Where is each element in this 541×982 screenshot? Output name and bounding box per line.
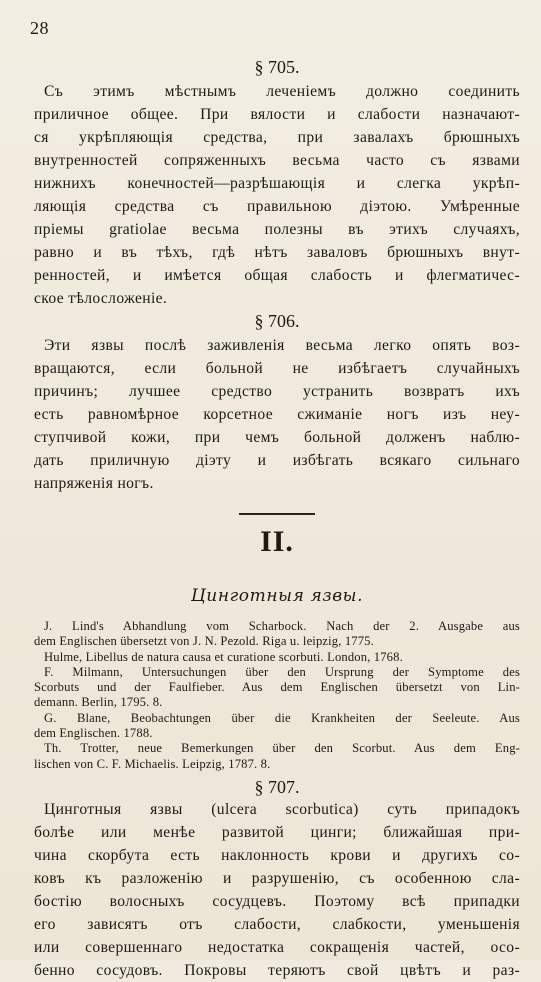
reference-line: dem Englischen übersetzt von J. N. Pezold. Riga u. leipzig, 1775. [34, 634, 374, 649]
text-line: его зависятъ отъ слабости, слабкости, уменьшенія [34, 915, 520, 933]
page-content [34, 56, 520, 982]
text-line: чина скорбута есть наклонность крови и другихъ со- [34, 846, 520, 864]
reference-line: lischen von C. F. Michaelis. Leipzig, 1787. 8. [34, 756, 271, 771]
text-line: ляющія средства съ правильною діэтою. Умѣренные [34, 198, 520, 215]
text-line: нижнихъ конечностей—разрѣшающія и слегка укрѣп- [34, 175, 520, 192]
reference-line: Th. Trotter, neue Bemerkungen über den Scorbut. Aus dem Eng- [44, 741, 520, 756]
text-line: пріемы gratiolae весьма полезны въ этихъ случаяхъ, [34, 221, 520, 238]
section-heading-706: § 706. [254, 311, 300, 331]
text-line: равно и въ тѣхъ, гдѣ нѣтъ заваловъ брюшныхъ внут- [34, 244, 520, 261]
reference-line: J. Lind's Abhandlung vom Scharbock. Nach der 2. Ausgabe aus [44, 619, 520, 633]
bibliography [34, 619, 520, 772]
text-line: бостію волосныхъ сосудцевъ. Поэтому всѣ припадки [34, 892, 520, 910]
page-number: 28 [30, 18, 49, 38]
text-line: Съ этимъ мѣстнымъ леченіемъ должно соединить [44, 83, 520, 100]
section-heading-707: § 707. [254, 776, 300, 797]
reference-line: demann. Berlin, 1795. 8. [34, 695, 163, 710]
chapter-title: Цинготныя язвы. [190, 586, 364, 606]
text-line: Эти язвы послѣ заживленія весьма легко опять воз- [44, 337, 520, 354]
text-line: внутренностей сопряженныхъ весьма часто съ язвами [34, 152, 520, 169]
paragraph-705 [34, 80, 520, 310]
text-line: вращаются, если больной не избѣгаетъ случайныхъ [34, 360, 520, 377]
text-line: напряженія ногъ. [34, 475, 154, 492]
text-line: болѣе или менѣе развитой цинги; ближайшая при- [34, 823, 520, 841]
reference-line: F. Milmann, Untersuchungen über den Ursprung der Symptome des [44, 664, 520, 679]
text-line: дать приличную діэту и избѣгать всякаго сильнаго [34, 452, 520, 469]
text-line: ренностей, и имѣется общая слабость и флегматичес- [34, 267, 520, 284]
text-line: причинъ; лучшее средство устранить возвратъ ихъ [34, 383, 520, 400]
reference-line: G. Blane, Beobachtungen über die Krankheiten der Seeleute. Aus [44, 710, 520, 725]
paragraph-706 [34, 334, 520, 495]
reference-line: Scorbuts und der Faulfieber. Aus dem Englischen übersetzt von Lin- [34, 680, 520, 695]
text-line: есть равномѣрное корсетное сжиманіе ногъ изъ неу- [34, 406, 520, 423]
text-line: Цинготныя язвы (ulcera scorbutica) суть припадокъ [44, 800, 520, 818]
text-line: ся укрѣпляющія средства, при завалахъ брюшныхъ [34, 129, 520, 146]
reference-line: Hulme, Libellus de natura causa et curatione scorbuti. London, 1768. [44, 649, 403, 664]
text-line: ское тѣлосложеніе. [34, 290, 168, 307]
chapter-number: II. [260, 525, 294, 558]
text-line: бенно сосудовъ. Покровы теряютъ свой цвѣтъ и раз- [34, 961, 520, 979]
text-line: приличное общее. При вялости и слабости назначают- [34, 106, 520, 123]
reference-line: dem Englischen. 1788. [34, 726, 153, 741]
text-line: ковъ къ разложенію и разрушенію, съ особенною сла- [34, 869, 520, 887]
paragraph-707 [34, 798, 520, 982]
section-heading-705: § 705. [254, 57, 300, 77]
text-line: ступчивой кожи, при чемъ больной долженъ наблю- [34, 429, 520, 446]
section-divider [239, 513, 315, 515]
text-line: или совершеннаго недостатка сокращенія частей, осо- [34, 938, 520, 956]
